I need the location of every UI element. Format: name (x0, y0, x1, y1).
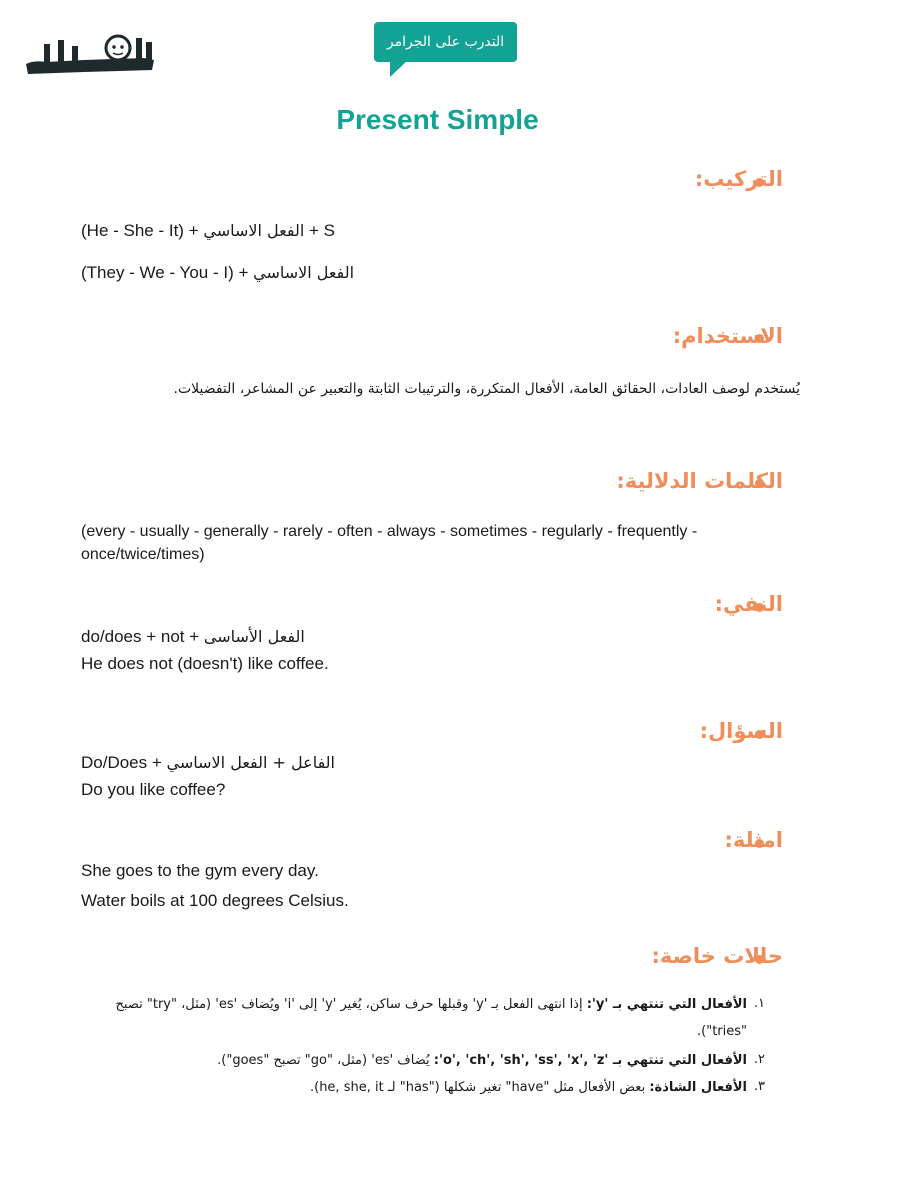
list-item-text: بعض الأفعال مثل "have" تغير شكلها ("has" لـ he, she, it). (309, 1080, 646, 1095)
negation-formula (81, 627, 305, 647)
heading-negation: النفي: (714, 592, 783, 616)
structure-line-2-arabic: الفعل الاساسي (253, 263, 355, 282)
example-line-2: Water boils at 100 degrees Celsius. (81, 891, 349, 910)
example-line-1: She goes to the gym every day. (81, 861, 319, 880)
list-number: .١ (753, 996, 765, 1011)
list-item (67, 991, 747, 1045)
list-item (67, 1074, 747, 1101)
heading-question: السؤال: (699, 719, 783, 743)
list-item-text: إذا انتهى الفعل بـ 'y' وقبلها حرف ساكن، يُغير 'y' إلى 'i' ويُضاف 'es' (مثل، "try" تصبح "tries"). (115, 997, 747, 1039)
list-item-bold: الأفعال الشاذة: (649, 1080, 747, 1095)
heading-usage: الاستخدام: (672, 324, 783, 348)
heading-signal-words: الكلمات الدلالية: (616, 469, 783, 493)
structure-line-2-en: (They - We - You - I) + (81, 263, 249, 282)
heading-structure: التركيب: (694, 167, 783, 191)
heading-special-cases: حالات خاصة: (651, 944, 783, 968)
negation-formula-arabic: الفعل الأساسى (203, 627, 305, 646)
question-formula-en: Do/Does + (81, 753, 162, 772)
page-title: Present Simple (336, 104, 539, 135)
structure-line-1 (81, 221, 335, 241)
question-formula-arabic: الفاعل + الفعل الاساسي (166, 753, 335, 772)
structure-line-2 (81, 263, 354, 283)
logo-text: دليل الستيب (24, 30, 30, 31)
question-example: Do you like coffee? (81, 780, 226, 799)
structure-line-1-arabic: الفعل الاساسي (203, 221, 305, 240)
structure-line-1-right: + S (309, 221, 336, 240)
heading-examples: امثلة: (724, 828, 783, 852)
question-formula (81, 753, 335, 773)
signal-words-text: (every - usually - generally - rarely - often - always - sometimes - regularly - frequently - once/twice/times) (81, 523, 698, 563)
list-item (67, 1047, 747, 1074)
list-number: .٣ (753, 1079, 765, 1094)
brand-logo (24, 30, 156, 80)
negation-example: He does not (doesn't) like coffee. (81, 654, 329, 673)
list-item-bold: الأفعال التي تنتهي بـ 'o', 'ch', 'sh', 'ss', 'x', 'z': (433, 1053, 747, 1068)
structure-line-1-left: (He - She - It) + (81, 221, 199, 240)
usage-text: يُستخدم لوصف العادات، الحقائق العامة، الأفعال المتكررة، والترتيبات الثابتة والتعبير عن المشاعر، التفضيلات. (173, 381, 800, 397)
list-number: .٢ (753, 1052, 765, 1067)
negation-formula-en: do/does + not + (81, 627, 200, 646)
badge-text: التدرب على الجرامر (386, 34, 505, 50)
list-item-text: يُضاف 'es' (مثل، "go" تصبح "goes"). (217, 1053, 430, 1068)
list-item-bold: الأفعال التي تنتهي بـ 'y': (586, 997, 747, 1012)
